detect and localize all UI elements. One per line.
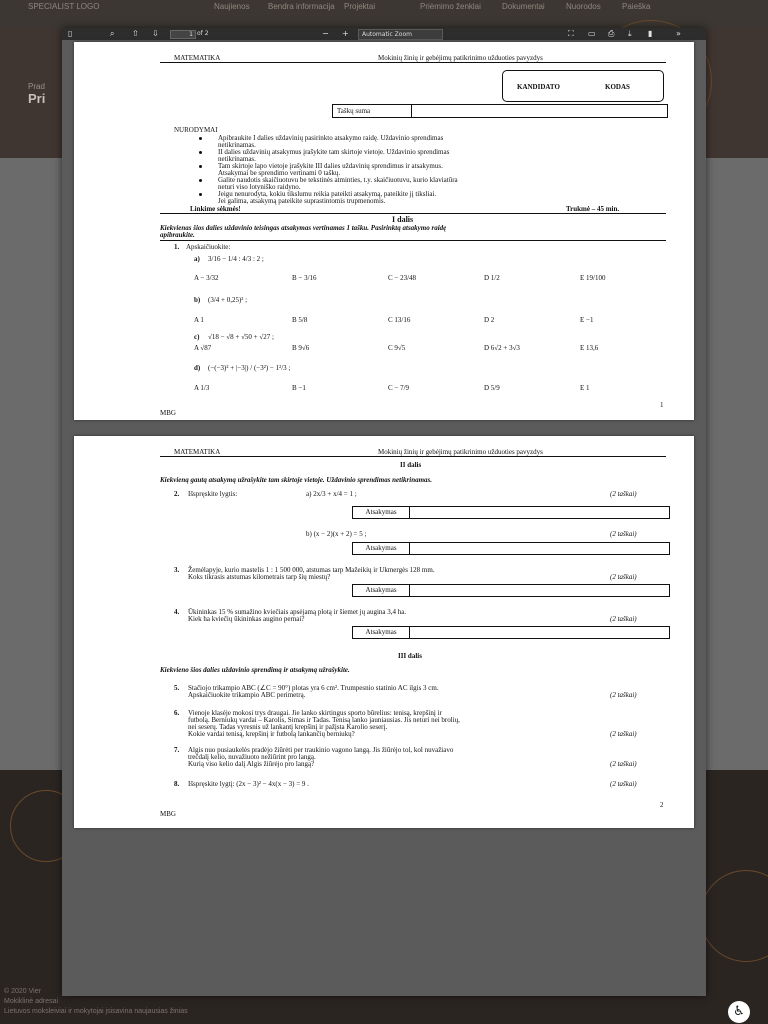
accessibility-icon[interactable]: ♿ xyxy=(728,1001,750,1023)
subquestion-label: b) xyxy=(194,296,201,304)
math-expression: √18 − √8 + √50 + √27 ; xyxy=(208,333,274,341)
question-text: Žemėlapyje, kurio mastelis 1 : 1 500 000, atstumas tarp Mažeikių ir Ukmergės 128 mm. xyxy=(188,566,435,574)
question-text: Koks tikrasis atstumas kilometrais tarp šių miestų? xyxy=(188,573,331,581)
points-label: (2 taškai) xyxy=(610,760,637,768)
question-text: Kokie vardai tenisą, krepšinį ir futbolą lankančių berniukų? xyxy=(188,730,355,738)
question-text: Kurią viso kelio dalį Algis žiūrėjo pro langą? xyxy=(188,760,315,768)
nav-link-projects[interactable]: Projektai xyxy=(344,2,376,11)
answer-option[interactable]: C 9√5 xyxy=(388,344,406,352)
question-text: Algis nuo pusiaukelės pradėjo žiūrėti per traukinio vagono langą. Jis žiūrėjo tol, kol nuvažiavo xyxy=(188,746,454,754)
points-label: (2 taškai) xyxy=(610,490,637,498)
good-luck-text: Linkime sėkmės! xyxy=(190,205,241,213)
nav-link-info[interactable]: Bendra informacija xyxy=(268,2,335,11)
subquestion-label: c) xyxy=(194,333,200,341)
part-1-rule xyxy=(160,240,666,241)
part-2-note: Kiekvieną gautą atsakymą užrašykite tam skirtoje vietoje. Uždavinio sprendimas netikrinamas. xyxy=(160,476,433,484)
subject-header: MATEMATIKA xyxy=(174,54,221,62)
search-icon[interactable]: ⌕ xyxy=(110,29,115,38)
part-3-title: III dalis xyxy=(398,652,422,660)
answer-option[interactable]: D 5/9 xyxy=(484,384,500,392)
pdf-toolbar xyxy=(62,28,706,40)
answer-option[interactable]: C − 7/9 xyxy=(388,384,410,392)
nav-link-signs[interactable]: Priėmimo ženklai xyxy=(420,2,481,11)
answer-option[interactable]: A − 3/32 xyxy=(194,274,219,282)
question-text: Vienoje klasėje mokosi trys draugai. Jie lanko skirtingus sporto būrelius: tenisą, krepšinį ir xyxy=(188,709,442,717)
page-footer-code: MBG xyxy=(160,810,176,818)
answer-label: Atsakymas xyxy=(353,585,410,596)
part-1-note: apibraukite. xyxy=(160,231,195,239)
points-label: (2 taškai) xyxy=(610,573,637,581)
part-1-note: Kiekvienas šios dalies uždavinio teisingas atsakymas vertinamas 1 tašku. Pasirinktą atsakymo raidę xyxy=(160,224,447,232)
question-text: nei seserų. Tadas vyresnis už lankantį krepšinį ir pažįsta Karolio seserį. xyxy=(188,723,388,731)
page-number: 2 xyxy=(660,801,664,809)
header-rule xyxy=(160,456,666,457)
pdf-page-1 xyxy=(74,42,694,420)
question-text: Apskaičiuokite: xyxy=(186,243,231,251)
answer-option[interactable]: D 6√2 + 3√3 xyxy=(484,344,520,352)
sidebar-toggle-icon[interactable]: ▯ xyxy=(68,29,73,38)
answer-label: Atsakymas xyxy=(353,627,410,638)
points-label: (2 taškai) xyxy=(610,530,637,538)
subquestion-label: d) xyxy=(194,364,201,372)
header-rule xyxy=(160,62,666,63)
tools-menu-icon[interactable]: » xyxy=(676,29,681,38)
instruction-line: Jei galima, atsakymą pateikite suprastintomis trupmenomis. xyxy=(218,197,386,205)
question-number: 4. xyxy=(174,608,180,616)
decorative-seal-right xyxy=(700,870,768,962)
pdf-viewer xyxy=(62,28,706,996)
instruction-line: II dalies uždavinių atsakymus įrašykite tam skirtoje vietoje. Uždavinio sprendimas xyxy=(218,148,450,156)
answer-option[interactable]: E −1 xyxy=(580,316,594,324)
question-text: Ūkininkas 15 % sumažino kviečiais apsėjamą plotą ir šiemet jų augina 3,4 ha. xyxy=(188,608,407,616)
equation-a: a) 2x/3 + x/4 = 1 ; xyxy=(306,490,357,498)
part-1-title: I dalis xyxy=(392,215,414,224)
equation-b: b) (x − 2)(x + 2) = 5 ; xyxy=(306,530,367,538)
question-text: futbolą. Berniukų vardai – Karolis, Simas ir Tadas. Tenisą lanko jauniausias. Jis neturi nei brolių, xyxy=(188,716,460,724)
doc-header-title: Mokinių žinių ir gebėjimų patikrinimo užduoties pavyzdys xyxy=(378,448,543,456)
question-number: 7. xyxy=(174,746,180,754)
zoom-select[interactable]: Automatic Zoom xyxy=(358,29,443,40)
instruction-line: netikrinamas. xyxy=(218,155,256,163)
print-icon[interactable]: ⎙ xyxy=(608,29,615,38)
answer-field[interactable] xyxy=(352,626,670,639)
question-number: 1. xyxy=(174,243,180,251)
footer-note: Lietuvos moksleiviai ir mokytojai įsisavina naujausias žinias xyxy=(4,1008,188,1015)
answer-option[interactable]: B 9√6 xyxy=(292,344,310,352)
pdf-page-2 xyxy=(74,436,694,828)
question-number: 5. xyxy=(174,684,180,692)
instruction-line: Galite naudotis skaičiuotuvu be tekstinės atminties, t.y. skaičiuotuvu, kurio klaviatūra xyxy=(218,176,458,184)
points-label: (2 taškai) xyxy=(610,691,637,699)
nav-link-links[interactable]: Nuorodos xyxy=(566,2,601,11)
code-label: KODAS xyxy=(605,83,630,91)
answer-label: Atsakymas xyxy=(353,543,410,554)
answer-option[interactable]: C 13/16 xyxy=(388,316,411,324)
page-footer-code: MBG xyxy=(160,409,176,417)
zoom-out-icon[interactable]: − xyxy=(322,29,329,38)
answer-field[interactable] xyxy=(352,506,670,519)
page-title: Pri xyxy=(28,91,46,106)
points-label: (2 taškai) xyxy=(610,780,637,788)
question-number: 8. xyxy=(174,780,180,788)
answer-field[interactable] xyxy=(352,584,670,597)
zoom-in-icon[interactable]: + xyxy=(342,29,349,38)
subject-header: MATEMATIKA xyxy=(174,448,221,456)
footer-address: Mokiklinė adresai xyxy=(4,998,59,1005)
section-rule xyxy=(160,213,666,214)
breadcrumb: Prad xyxy=(28,82,45,91)
previous-page-icon[interactable]: ⇧ xyxy=(132,29,139,38)
answer-option[interactable]: B − 3/16 xyxy=(292,274,317,282)
question-number: 2. xyxy=(174,490,180,498)
instructions-heading: NURODYMAI xyxy=(174,126,218,134)
answer-field[interactable] xyxy=(352,542,670,555)
question-text: Išspręskite lygtis: xyxy=(188,490,238,498)
question-text: trečdalį kelio, nuvažiuoto nežiūrint pro langą. xyxy=(188,753,316,761)
answer-label: Atsakymas xyxy=(353,507,410,518)
nav-link-docs[interactable]: Dokumentai xyxy=(502,2,545,11)
instruction-line: Jeigu nenurodyta, kokiu tikslumu reikia pateikti atsakymą, pateikite jį tiksliai. xyxy=(218,190,437,198)
subquestion-label: a) xyxy=(194,255,200,263)
answer-option[interactable]: E 1 xyxy=(580,384,590,392)
answer-option[interactable]: E 19/100 xyxy=(580,274,606,282)
instruction-line: Tam skirtoje lapo vietoje įrašykite III dalies uždavinių sprendimus ir atsakymus. xyxy=(218,162,443,170)
answer-option[interactable]: B −1 xyxy=(292,384,306,392)
math-expression: (−(−3)² + |−3|) / (−3²) − 1²/3 ; xyxy=(208,364,291,372)
instruction-line: neturi viso lotyniško raidyno. xyxy=(218,183,301,191)
score-sum-label: Taškų suma xyxy=(337,107,371,115)
answer-option[interactable]: E 13,6 xyxy=(580,344,599,352)
page-number-input[interactable]: 1 xyxy=(170,30,196,39)
candidate-code-box xyxy=(502,70,664,102)
instruction-line: Apibraukite I dalies uždavinių pasirinkto atsakymo raidę. Uždavinio sprendimas xyxy=(218,134,444,142)
question-text: Stačiojo trikampio ABC (∠C = 90°) plotas yra 6 cm². Trumpesnio statinio AC ilgis 3 cm. xyxy=(188,684,439,692)
nav-link-news[interactable]: Naujienos xyxy=(214,2,250,11)
open-file-icon[interactable]: ▭ xyxy=(588,29,596,38)
part-2-title: II dalis xyxy=(400,461,422,469)
question-text: Išspręskite lygtį: (2x − 3)² − 4x(x − 3) = 9 . xyxy=(188,780,309,788)
score-sum-box xyxy=(332,104,668,118)
answer-option[interactable]: D 2 xyxy=(484,316,495,324)
math-expression: 3/16 − 1/4 : 4/3 : 2 ; xyxy=(208,255,264,263)
download-icon[interactable]: ⤓ xyxy=(628,29,632,38)
question-number: 3. xyxy=(174,566,180,574)
next-page-icon[interactable]: ⇩ xyxy=(152,29,159,38)
points-label: (2 taškai) xyxy=(610,730,637,738)
nav-link-search[interactable]: Paieška xyxy=(622,2,651,11)
part-3-note: Kiekvieno šios dalies uždavinio sprendimą ir atsakymą užrašykite. xyxy=(160,666,350,674)
answer-option[interactable]: A 1/3 xyxy=(194,384,210,392)
question-number: 6. xyxy=(174,709,180,717)
bookmark-icon[interactable]: ▮ xyxy=(648,29,653,38)
points-label: (2 taškai) xyxy=(610,615,637,623)
page-number: 1 xyxy=(660,401,664,409)
answer-option[interactable]: A 1 xyxy=(194,316,204,324)
site-logo-text[interactable]: SPECIALIST LOGO xyxy=(28,2,100,11)
answer-option[interactable]: C − 23/48 xyxy=(388,274,417,282)
doc-header-title: Mokinių žinių ir gebėjimų patikrinimo užduoties pavyzdys xyxy=(378,54,543,62)
presentation-mode-icon[interactable]: ⛶ xyxy=(568,29,574,38)
question-text: Apskaičiuokite trikampio ABC perimetrą. xyxy=(188,691,306,699)
answer-option[interactable]: B 5/8 xyxy=(292,316,308,324)
math-expression: (3/4 + 0,25)² ; xyxy=(208,296,248,304)
page-count: of 2 xyxy=(197,30,209,37)
answer-option[interactable]: D 1/2 xyxy=(484,274,500,282)
footer-copyright: © 2020 Vier xyxy=(4,988,41,995)
instruction-line: netikrinamas. xyxy=(218,141,256,149)
candidate-label: KANDIDATO xyxy=(517,83,560,91)
duration-text: Trukmė – 45 min. xyxy=(566,205,620,213)
instruction-line: Atsakymai be sprendimo vertinami 0 taškų. xyxy=(218,169,341,177)
answer-option[interactable]: A √87 xyxy=(194,344,212,352)
question-text: Kiek ha kviečių ūkininkas augino pernai? xyxy=(188,615,305,623)
